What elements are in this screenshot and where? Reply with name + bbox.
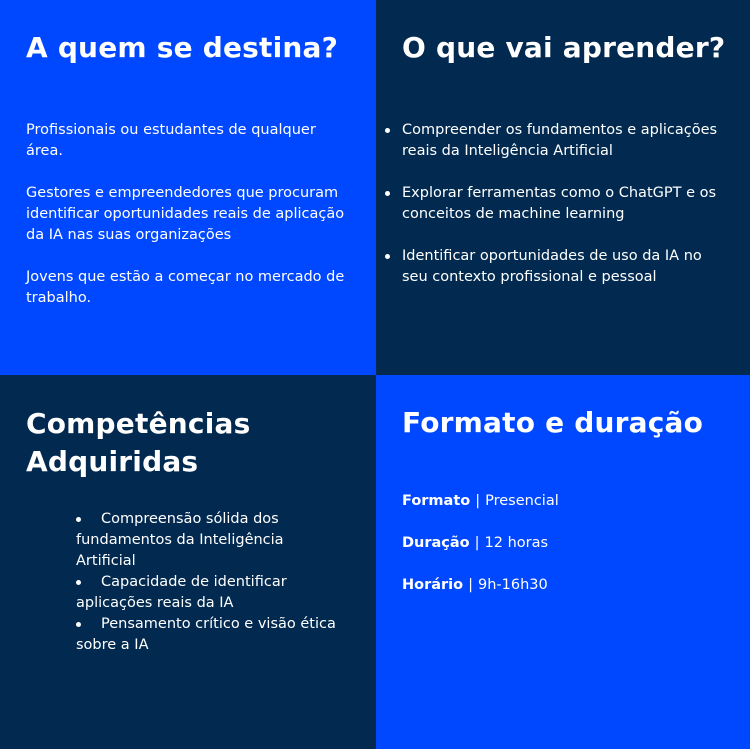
learn-item-text: Explorar ferramentas como o ChatGPT e os conceitos de machine learning xyxy=(402,185,717,222)
skills-title xyxy=(26,405,352,481)
learn-list-item xyxy=(402,183,732,225)
learn-item-text: Compreender os fundamentos e aplicações reais da Inteligência Artificial xyxy=(402,122,718,159)
format-row xyxy=(402,575,726,596)
bullet-icon xyxy=(76,622,81,627)
bullet-icon xyxy=(385,128,390,133)
audience-paragraph: Profissionais ou estudantes de qualquer área. xyxy=(26,122,316,159)
skills-item-text: Capacidade de identificar aplicações reais da IA xyxy=(76,574,287,611)
learn-title: O que vai aprender? xyxy=(402,31,726,64)
skills-item-text: Compreensão sólida dos fundamentos da Inteligência Artificial xyxy=(76,511,284,569)
bullet-icon xyxy=(385,254,390,259)
format-row xyxy=(402,491,726,512)
learn-panel xyxy=(376,0,750,375)
bullet-icon xyxy=(76,580,81,585)
learn-list xyxy=(402,120,732,288)
audience-panel xyxy=(0,0,376,375)
learn-body xyxy=(402,120,732,288)
format-row xyxy=(402,533,726,554)
skills-title-line2: Adquiridas xyxy=(26,445,199,478)
format-row-value: Presencial xyxy=(485,493,559,509)
skills-list-item xyxy=(76,509,346,572)
bullet-icon xyxy=(385,191,390,196)
audience-paragraph: Jovens que estão a começar no mercado de trabalho. xyxy=(26,269,345,306)
audience-body xyxy=(26,120,346,309)
audience-title: A quem se destina? xyxy=(26,31,339,64)
format-row-separator: | xyxy=(474,535,480,551)
format-row-key: Duração xyxy=(402,535,470,551)
bullet-icon xyxy=(76,517,81,522)
audience-paragraph: Gestores e empreendedores que procuram identificar oportunidades reais de aplicação da IA nas suas organizações xyxy=(26,185,345,243)
skills-title-line1: Competências xyxy=(26,407,251,440)
format-row-value: 9h-16h30 xyxy=(478,577,548,593)
format-row-separator: | xyxy=(475,493,481,509)
format-row-separator: | xyxy=(468,577,474,593)
learn-list-item xyxy=(402,120,732,162)
format-row-key: Formato xyxy=(402,493,471,509)
format-title: Formato e duração xyxy=(402,406,704,439)
skills-list xyxy=(76,509,346,656)
learn-item-text: Identificar oportunidades de uso da IA no seu contexto profissional e pessoal xyxy=(402,248,702,285)
format-body xyxy=(402,491,726,596)
skills-body xyxy=(26,509,346,656)
skills-panel xyxy=(0,375,376,749)
format-row-value: 12 horas xyxy=(484,535,549,551)
format-panel xyxy=(376,375,750,749)
skills-list-item xyxy=(76,614,346,656)
skills-list-item xyxy=(76,572,346,614)
skills-item-text: Pensamento crítico e visão ética sobre a IA xyxy=(76,616,336,653)
learn-list-item xyxy=(402,246,732,288)
format-row-key: Horário xyxy=(402,577,464,593)
